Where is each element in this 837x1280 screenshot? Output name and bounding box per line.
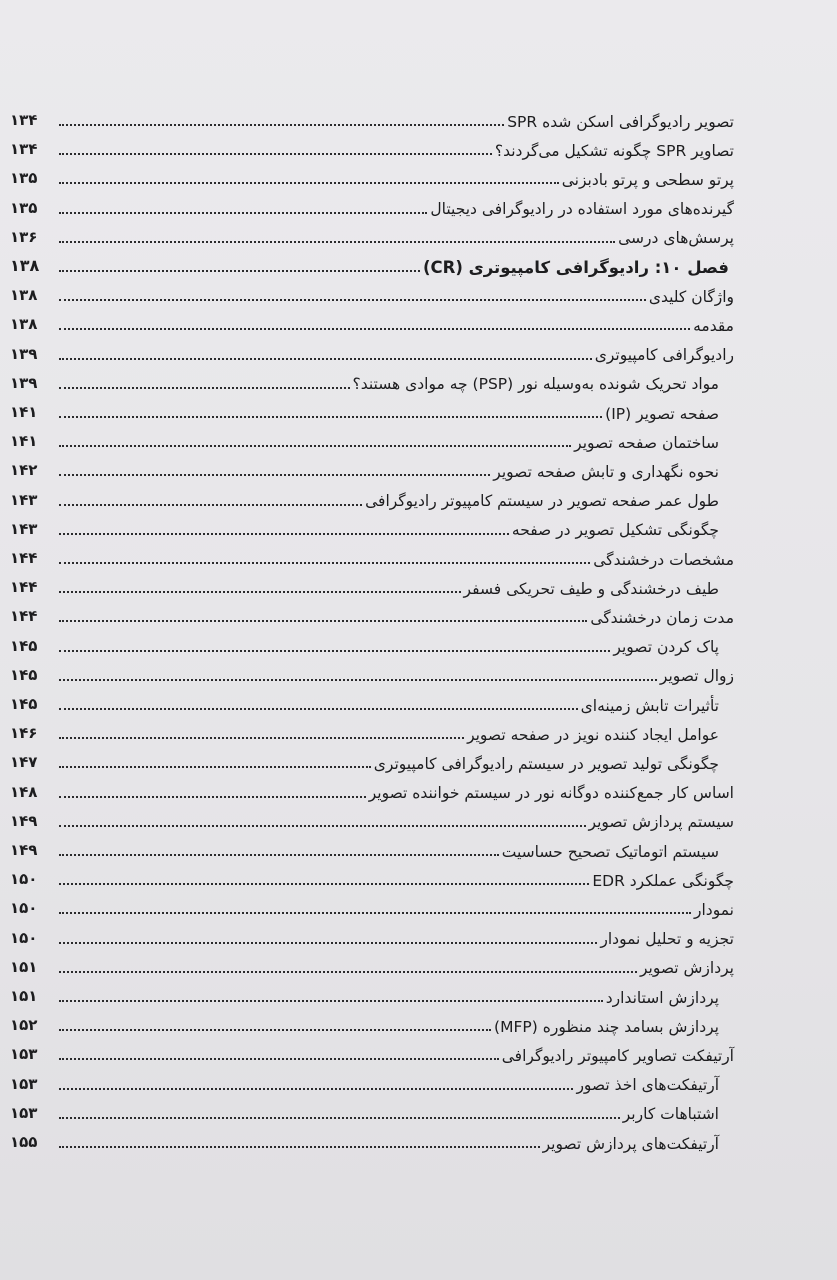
toc-entry-title: پرتو سطحی و پرتو بادبزنی xyxy=(561,170,734,189)
toc-entry[interactable] xyxy=(10,129,734,159)
toc-entry-title: سیستم پردازش تصویر xyxy=(588,813,734,832)
dot-leader xyxy=(59,445,571,447)
toc-entry-title: آرتیفکت‌های پردازش تصویر xyxy=(542,1134,719,1153)
toc-entry[interactable] xyxy=(10,1064,719,1094)
toc-page-number: ۱۵۳ xyxy=(10,1045,38,1064)
toc-entry-title: صفحه تصویر (IP) xyxy=(605,404,719,423)
toc-entry[interactable] xyxy=(10,363,719,393)
dot-leader xyxy=(59,1000,603,1002)
toc-chapter-heading[interactable] xyxy=(10,246,729,276)
toc-entry[interactable] xyxy=(10,684,719,714)
toc-entry[interactable] xyxy=(10,830,719,860)
toc-entry-title: پردازش بسامد چند منظوره (MFP) xyxy=(494,1017,719,1036)
toc-entry[interactable] xyxy=(10,509,719,539)
toc-page-number: ۱۳۵ xyxy=(10,169,38,188)
toc-entry-title: تجزیه و تحلیل نمودار xyxy=(600,930,734,949)
toc-entry[interactable] xyxy=(10,1122,719,1152)
toc-entry-title: مواد تحریک شونده به‌وسیله نور (PSP) چه موادی هستند؟ xyxy=(352,375,719,394)
toc-entry-title: تصاویر SPR چگونه تشکیل می‌گردند؟ xyxy=(494,141,734,160)
dot-leader xyxy=(59,387,350,389)
toc-entry[interactable] xyxy=(10,713,719,743)
toc-entry-title: تصویر رادیوگرافی اسکن شده SPR xyxy=(507,112,734,131)
toc-entry[interactable] xyxy=(10,217,734,247)
toc-entry-title: پردازش استاندارد xyxy=(605,988,719,1007)
toc-entry[interactable] xyxy=(10,450,719,480)
toc-entry[interactable] xyxy=(10,772,734,802)
toc-entry[interactable] xyxy=(10,567,719,597)
toc-entry[interactable] xyxy=(10,421,719,451)
toc-page-number: ۱۴۹ xyxy=(10,811,38,830)
toc-entry[interactable] xyxy=(10,888,734,918)
toc-page-number: ۱۳۶ xyxy=(10,227,38,246)
dot-leader xyxy=(59,971,637,973)
toc-entry-title: فصل ۱۰: رادیوگرافی کامپیوتری (CR) xyxy=(422,257,729,277)
dot-leader xyxy=(59,650,610,652)
toc-entry[interactable] xyxy=(10,742,719,772)
toc-entry[interactable] xyxy=(10,392,719,422)
toc-entry-title: طیف درخشندگی و طیف تحریکی فسفر xyxy=(463,579,719,598)
toc-entry[interactable] xyxy=(10,801,734,831)
toc-entry[interactable] xyxy=(10,334,734,364)
toc-entry-title: واژگان کلیدی xyxy=(648,287,734,306)
toc-page-number: ۱۴۵ xyxy=(10,665,38,684)
toc-entry-title: زوال تصویر xyxy=(659,667,734,686)
toc-page-number: ۱۴۹ xyxy=(10,841,38,859)
toc-page-number: ۱۴۷ xyxy=(10,753,38,772)
dot-leader xyxy=(59,591,461,593)
toc-entry[interactable] xyxy=(10,976,719,1006)
dot-leader xyxy=(59,474,490,476)
toc-entry-title: چگونگی تشکیل تصویر در صفحه xyxy=(511,521,719,540)
toc-entry-title: مدت زمان درخشندگی xyxy=(590,608,734,627)
dot-leader xyxy=(59,1088,573,1090)
toc-page-number: ۱۵۱ xyxy=(10,987,38,1005)
toc-entry-title: مقدمه xyxy=(693,316,734,335)
toc-page-number: ۱۴۳ xyxy=(10,490,38,509)
toc-entry[interactable] xyxy=(10,188,734,218)
toc-entry-title: ساختمان صفحه تصویر xyxy=(574,433,719,452)
dot-leader xyxy=(59,1029,491,1031)
dot-leader xyxy=(59,299,646,301)
dot-leader xyxy=(59,825,586,827)
toc-entry[interactable] xyxy=(10,1034,734,1064)
dot-leader xyxy=(59,270,420,272)
dot-leader xyxy=(59,328,690,330)
toc-page-number: ۱۳۴ xyxy=(10,111,38,129)
toc-entry[interactable] xyxy=(10,538,734,568)
dot-leader xyxy=(59,416,602,418)
toc-page-number: ۱۵۰ xyxy=(10,928,38,947)
toc-entry-title: عوامل ایجاد کننده نویز در صفحه تصویر xyxy=(467,725,719,744)
dot-leader xyxy=(59,124,504,126)
toc-entry-title: پاک کردن تصویر xyxy=(613,638,719,657)
toc-page-number: ۱۵۳ xyxy=(10,1074,38,1093)
toc-entry-title: سیستم اتوماتیک تصحیح حساسیت xyxy=(501,842,719,861)
toc-entry-title: آرتیفکت‌های اخذ تصور xyxy=(576,1076,719,1095)
toc-page-number: ۱۵۱ xyxy=(10,957,38,976)
toc-page-number: ۱۳۸ xyxy=(10,286,38,305)
dot-leader xyxy=(59,182,559,184)
dot-leader xyxy=(59,942,597,944)
toc-entry-title: آرتیفکت تصاویر کامپیوتر رادیوگرافی xyxy=(501,1046,734,1065)
toc-entry[interactable] xyxy=(10,655,734,685)
toc-entry-title: اساس کار جمع‌کننده دوگانه نور در سیستم خواننده تصویر xyxy=(368,784,734,803)
toc-entry[interactable] xyxy=(10,275,734,305)
toc-page-number: ۱۴۲ xyxy=(10,461,38,480)
dot-leader xyxy=(59,912,691,914)
dot-leader xyxy=(59,620,587,622)
dot-leader xyxy=(59,854,499,856)
toc-entry-title: نحوه نگهداری و تابش صفحه تصویر xyxy=(493,462,719,481)
toc-page-number: ۱۵۳ xyxy=(10,1103,38,1122)
toc-page-number: ۱۴۵ xyxy=(10,636,38,655)
dot-leader xyxy=(59,708,578,710)
toc-entry[interactable] xyxy=(10,596,734,626)
toc-entry[interactable] xyxy=(10,480,719,510)
dot-leader xyxy=(59,1146,540,1148)
dot-leader xyxy=(59,796,366,798)
toc-entry-title: نمودار xyxy=(694,900,734,919)
toc-page-number: ۱۴۸ xyxy=(10,782,38,801)
toc-page-number: ۱۵۰ xyxy=(10,870,38,889)
toc-entry[interactable] xyxy=(10,859,734,889)
toc-page-number: ۱۴۴ xyxy=(10,607,38,626)
dot-leader xyxy=(59,358,592,360)
toc-entry[interactable] xyxy=(10,1005,719,1035)
toc-entry-title: پرسش‌های درسی xyxy=(618,229,734,248)
toc-entry-title: چگونگی عملکرد EDR xyxy=(592,871,734,890)
toc-page-number: ۱۴۵ xyxy=(10,695,38,713)
toc-page-number: ۱۳۹ xyxy=(10,373,38,392)
toc-entry-title: مشخصات درخشندگی xyxy=(593,550,734,569)
toc-entry-title: طول عمر صفحه تصویر در سیستم کامپیوتر رادیوگرافی xyxy=(365,492,719,511)
dot-leader xyxy=(59,737,464,739)
toc-entry[interactable] xyxy=(10,100,734,130)
dot-leader xyxy=(59,504,362,506)
toc-entry-title: پردازش تصویر xyxy=(639,959,734,978)
toc-entry-title: رادیوگرافی کامپیوتری xyxy=(594,346,734,365)
toc-page-number: ۱۳۵ xyxy=(10,198,38,217)
dot-leader xyxy=(59,562,590,564)
toc-page-number: ۱۳۸ xyxy=(10,256,40,275)
toc-page-number: ۱۴۶ xyxy=(10,724,38,743)
toc-page-number: ۱۳۹ xyxy=(10,344,38,363)
toc-entry[interactable] xyxy=(10,918,734,948)
dot-leader xyxy=(59,153,492,155)
dot-leader xyxy=(59,883,589,885)
toc-entry[interactable] xyxy=(10,304,734,334)
toc-entry-title: چگونگی تولید تصویر در سیستم رادیوگرافی کامپیوتری xyxy=(373,754,719,773)
toc-entry[interactable] xyxy=(10,1093,719,1123)
dot-leader xyxy=(59,679,657,681)
dot-leader xyxy=(59,1058,499,1060)
dot-leader xyxy=(59,1117,620,1119)
toc-page-number: ۱۳۸ xyxy=(10,315,38,334)
toc-entry-title: تأثیرات تابش زمینه‌ای xyxy=(580,696,719,715)
toc-page-number: ۱۵۰ xyxy=(10,899,38,918)
toc-page-number: ۱۴۳ xyxy=(10,519,38,538)
toc-entry-title: اشتباهات کاربر xyxy=(622,1105,719,1124)
dot-leader xyxy=(59,766,371,768)
dot-leader xyxy=(59,533,509,535)
toc-page-number: ۱۵۲ xyxy=(10,1016,38,1035)
dot-leader xyxy=(59,212,427,214)
dot-leader xyxy=(59,241,615,243)
toc-page-number: ۱۴۴ xyxy=(10,578,38,597)
toc-page-number: ۱۴۴ xyxy=(10,549,38,567)
toc-entry[interactable] xyxy=(10,947,734,977)
toc-page-number: ۱۴۱ xyxy=(10,403,38,421)
toc-entry[interactable] xyxy=(10,626,719,656)
toc-page-number: ۱۳۴ xyxy=(10,140,38,159)
toc-page-number: ۱۵۵ xyxy=(10,1133,38,1151)
toc-entry[interactable] xyxy=(10,158,734,188)
toc-entry-title: گیرنده‌های مورد استفاده در رادیوگرافی دیجیتال xyxy=(430,200,734,219)
toc-page-number: ۱۴۱ xyxy=(10,432,38,451)
